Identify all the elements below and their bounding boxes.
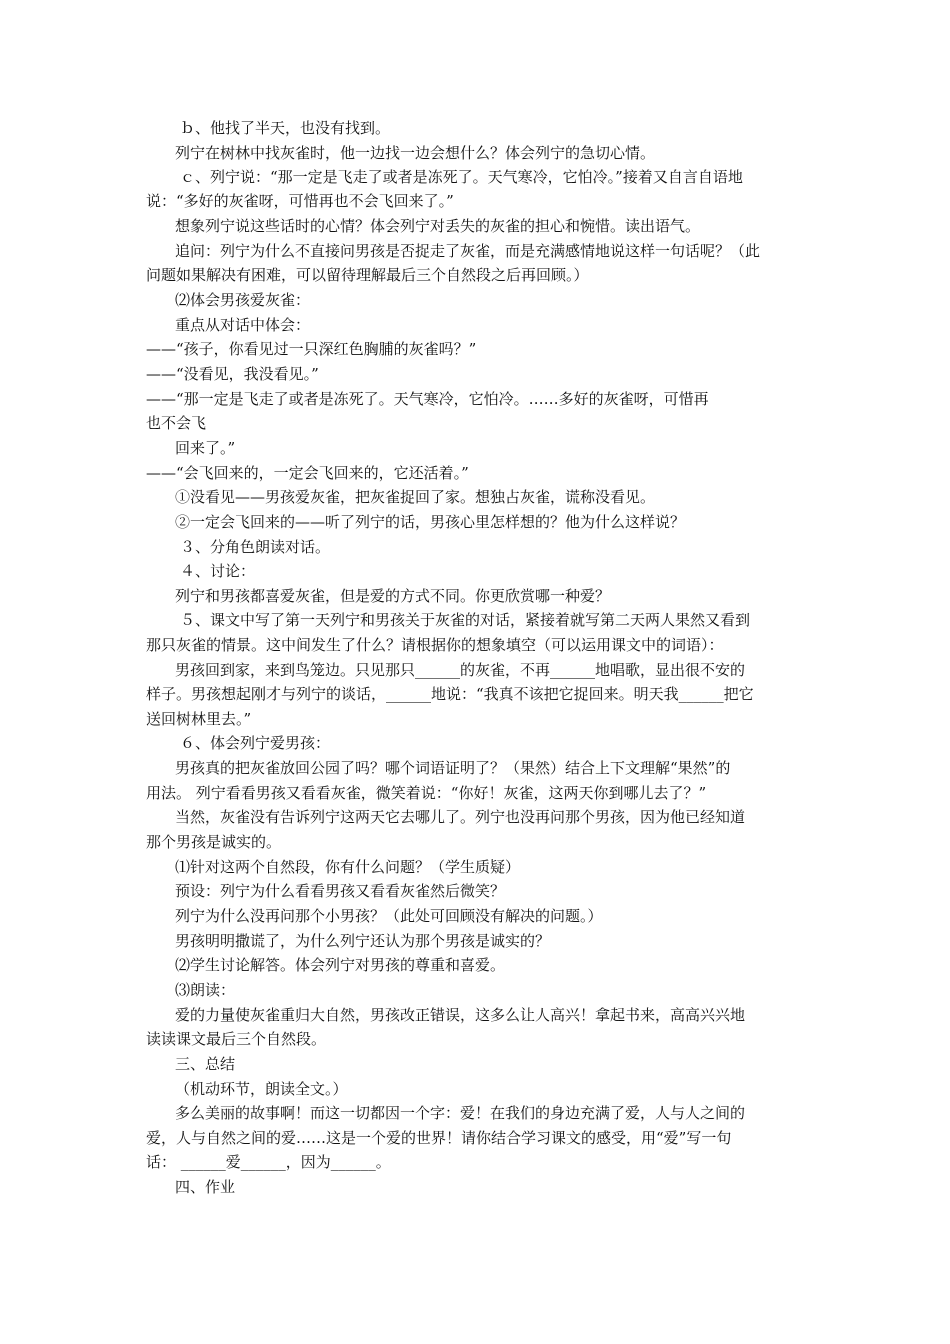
text-line: 说：“多好的灰雀呀，可惜再也不会飞回来了。” [146, 192, 454, 210]
text-line: 那只灰雀的情景。这中间发生了什么？请根据你的想象填空（可以运用课文中的词语）： [146, 636, 724, 654]
text-line: ６、体会列宁爱男孩： [180, 734, 331, 752]
text-line: 列宁和男孩都喜爱灰雀，但是爱的方式不同。你更欣赏哪一种爱？ [175, 587, 611, 605]
text-line: 回来了。” [175, 439, 236, 457]
text-line: ｂ、他找了半天，也没有找到。 [180, 119, 391, 137]
text-line: ——“会飞回来的，一定会飞回来的，它还活着。” [146, 464, 469, 482]
text-line: 预设：列宁为什么看看男孩又看看灰雀然后微笑？ [175, 882, 506, 900]
text-line: 想象列宁说这些话时的心情？体会列宁对丢失的灰雀的担心和惋惜。读出语气。 [175, 217, 701, 235]
text-line: ｃ、列宁说：“那一定是飞走了或者是冻死了。天气寒冷，它怕冷。”接着又自言自语地 [180, 168, 743, 186]
text-line: ４、讨论： [180, 562, 256, 580]
section-heading: 三、总结 [175, 1055, 236, 1073]
text-line: ②一定会飞回来的——听了列宁的话，男孩心里怎样想的？他为什么这样说？ [175, 513, 686, 531]
text-line: 列宁在树林中找灰雀时，他一边找一边会想什么？体会列宁的急切心情。 [175, 144, 656, 162]
text-line: ——“孩子，你看见过一只深红色胸脯的灰雀吗？” [146, 340, 477, 358]
text-line: 爱，人与自然之间的爱……这是一个爱的世界！请你结合学习课文的感受，用“爱”写一句 [146, 1129, 732, 1147]
text-line: 当然，灰雀没有告诉列宁这两天它去哪儿了。列宁也没再问那个男孩，因为他已经知道 [175, 808, 746, 826]
text-line: ⑵学生讨论解答。体会列宁对男孩的尊重和喜爱。 [175, 956, 506, 974]
text-line: 那个男孩是诚实的。 [146, 833, 282, 851]
text-line: 列宁为什么没再问那个小男孩？（此处可回顾没有解决的问题。） [175, 907, 603, 925]
text-line: ⑶朗读： [175, 981, 236, 999]
text-line: 问题如果解决有困难，可以留待理解最后三个自然段之后再回顾。） [146, 266, 589, 284]
text-line: 男孩真的把灰雀放回公园了吗？哪个词语证明了？（果然）结合上下文理解“果然”的 [175, 759, 731, 777]
text-line: 重点从对话中体会： [175, 316, 311, 334]
text-line: 男孩明明撒谎了，为什么列宁还认为那个男孩是诚实的？ [175, 932, 551, 950]
text-line: 话： ______爱______，因为______。 [146, 1153, 391, 1171]
text-line: 样子。男孩想起刚才与列宁的谈话，______地说：“我真不该把它捉回来。明天我______把它 [146, 685, 754, 703]
text-line: ５、课文中写了第一天列宁和男孩关于灰雀的对话，紧接着就写第二天两人果然又看到 [180, 611, 751, 629]
text-line: （机动环节，朗读全文。） [175, 1080, 348, 1098]
text-line: 送回树林里去。” [146, 710, 252, 728]
text-line: ①没看见——男孩爱灰雀，把灰雀捉回了家。想独占灰雀，谎称没看见。 [175, 488, 656, 506]
text-line: ⑵体会男孩爱灰雀： [175, 291, 311, 309]
text-line: 爱的力量使灰雀重归大自然，男孩改正错误，这多么让人高兴！拿起书来，高高兴兴地 [175, 1006, 746, 1024]
text-line: 也不会飞 [146, 414, 207, 432]
text-line: 男孩回到家，来到鸟笼边。只见那只______的灰雀，不再______地唱歌，显出很不安的 [175, 661, 746, 679]
text-line: ⑴针对这两个自然段，你有什么问题？（学生质疑） [175, 858, 521, 876]
section-heading: 四、作业 [175, 1178, 236, 1196]
text-line: 用法。 列宁看看男孩又看看灰雀，微笑着说：“你好！灰雀，这两天你到哪儿去了？” [146, 784, 707, 802]
text-line: ——“那一定是飞走了或者是冻死了。天气寒冷，它怕冷。……多好的灰雀呀，可惜再 [146, 390, 709, 408]
text-line: 读读课文最后三个自然段。 [146, 1030, 327, 1048]
text-line: 追问：列宁为什么不直接问男孩是否捉走了灰雀，而是充满感情地说这样一句话呢？（此 [175, 242, 761, 260]
text-line: ３、分角色朗读对话。 [180, 538, 331, 556]
text-line: 多么美丽的故事啊！而这一切都因一个字：爱！在我们的身边充满了爱，人与人之间的 [175, 1104, 746, 1122]
text-line: ——“没看见，我没看见。” [146, 365, 319, 383]
